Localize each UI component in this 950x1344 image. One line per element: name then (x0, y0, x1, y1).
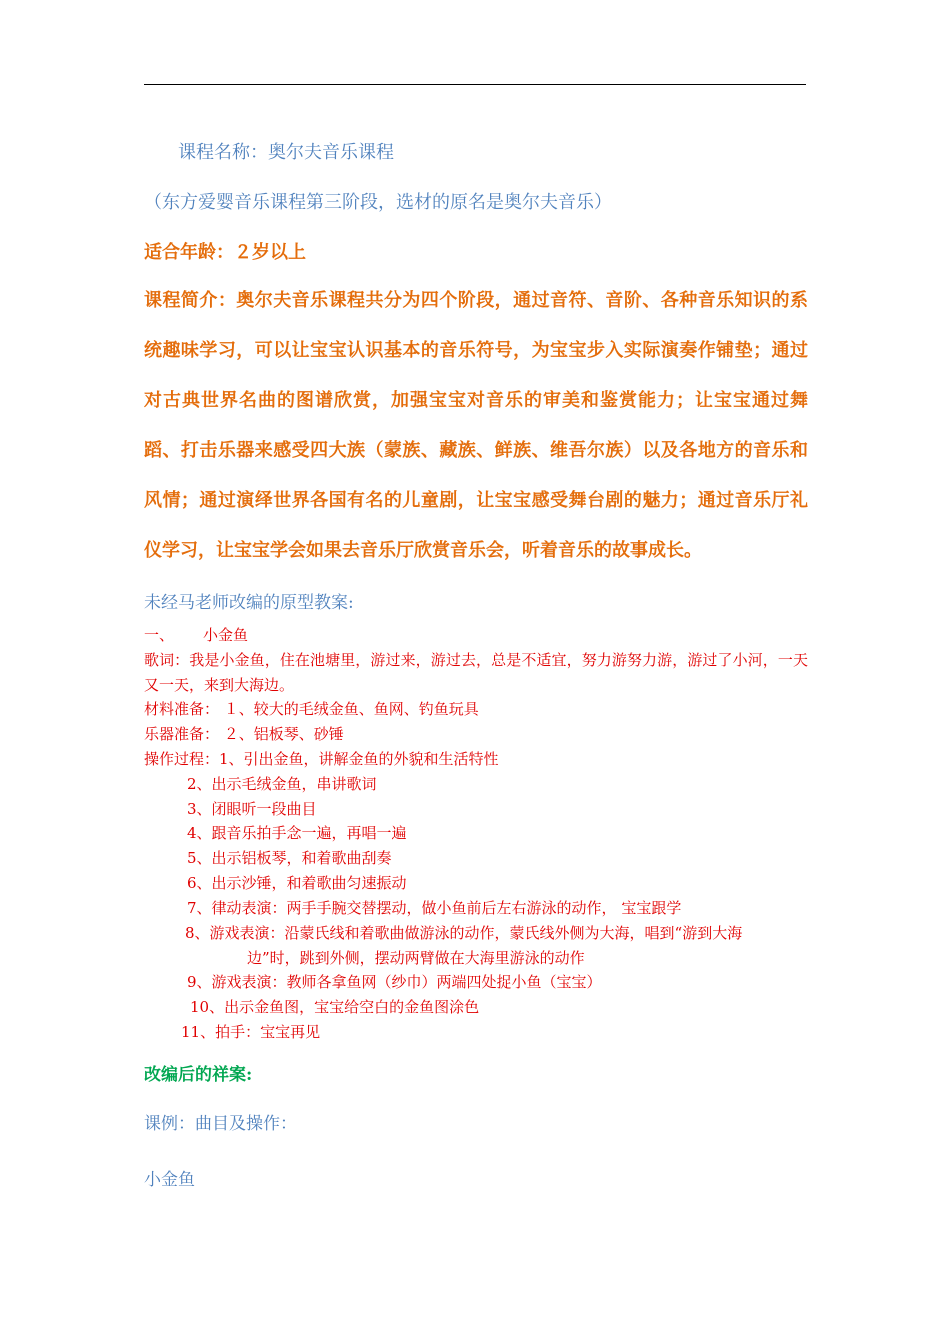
process-step-10: 10、出示金鱼图，宝宝给空白的金鱼图涂色 (190, 998, 480, 1016)
materials-prep: 材料准备： １、较大的毛绒金鱼、鱼网、钓鱼玩具 (144, 700, 479, 718)
example-label: 课例：曲目及操作： (144, 1114, 297, 1134)
course-subtitle: （东方爱婴音乐课程第三阶段，选材的原名是奥尔夫音乐） (144, 192, 612, 213)
process-step-9: 9、游戏表演：教师各拿鱼网（纱巾）两端四处捉小鱼（宝宝） (187, 973, 602, 991)
course-name: 课程名称：奥尔夫音乐课程 (178, 142, 394, 163)
lesson-number: 一、 (144, 626, 175, 644)
process-step-2: 2、出示毛绒金鱼，串讲歌词 (187, 775, 377, 793)
process-step-7: 7、律动表演：两手手腕交替摆动，做小鱼前后左右游泳的动作， 宝宝跟学 (187, 899, 682, 917)
suitable-age: 适合年龄：２岁以上 (144, 242, 306, 263)
process-step-6: 6、出示沙锤，和着歌曲匀速振动 (187, 874, 407, 892)
process-step-5: 5、出示铝板琴，和着歌曲刮奏 (187, 849, 392, 867)
song-title: 小金鱼 (144, 1170, 195, 1190)
process-step-8-line2: 边”时，跳到外侧，摆动两臂做在大海里游泳的动作 (247, 949, 585, 967)
instruments-prep: 乐器准备： ２、铝板琴、砂锤 (144, 725, 344, 743)
adapted-plan-heading: 改编后的祥案: (144, 1065, 253, 1085)
lesson-title: 小金鱼 (203, 626, 249, 644)
header-rule (144, 84, 806, 85)
process-step-11: 11、拍手：宝宝再见 (181, 1023, 321, 1041)
lesson-lyrics: 歌词：我是小金鱼，住在池塘里，游过来，游过去，总是不适宜，努力游努力游，游过了小河，一天又一天，来到大海边。 (144, 651, 808, 694)
process-step-1: 操作过程：1、引出金鱼，讲解金鱼的外貌和生活特性 (144, 750, 499, 768)
process-step-8 (185, 921, 807, 971)
process-step-3: 3、闭眼听一段曲目 (187, 800, 317, 818)
process-step-8-line1: 8、游戏表演：沿蒙氏线和着歌曲做游泳的动作，蒙氏线外侧为大海，唱到“游到大海 (185, 924, 743, 942)
process-step-4: 4、跟音乐拍手念一遍，再唱一遍 (187, 824, 407, 842)
original-plan-heading: 未经马老师改编的原型教案: (144, 593, 354, 613)
course-intro: 课程简介：奥尔夫音乐课程共分为四个阶段，通过音符、音阶、各种音乐知识的系统趣味学习，可以让宝宝认识基本的音乐符号，为宝宝步入实际演奏作铺垫；通过对古典世界名曲的图谱欣赏，加强宝宝对音乐的审美和鉴赏能力；让宝宝通过舞蹈、打击乐器来感受四大族（蒙族、藏族、鲜族、维吾尔族）以及各地方的音乐和风情；通过演绎世界各国有名的儿童剧，让宝宝感受舞台剧的魅力；通过音乐厅礼仪学习，让宝宝学会如果去音乐厅欣赏音乐会，听着音乐的故事成长。 (144, 290, 808, 561)
